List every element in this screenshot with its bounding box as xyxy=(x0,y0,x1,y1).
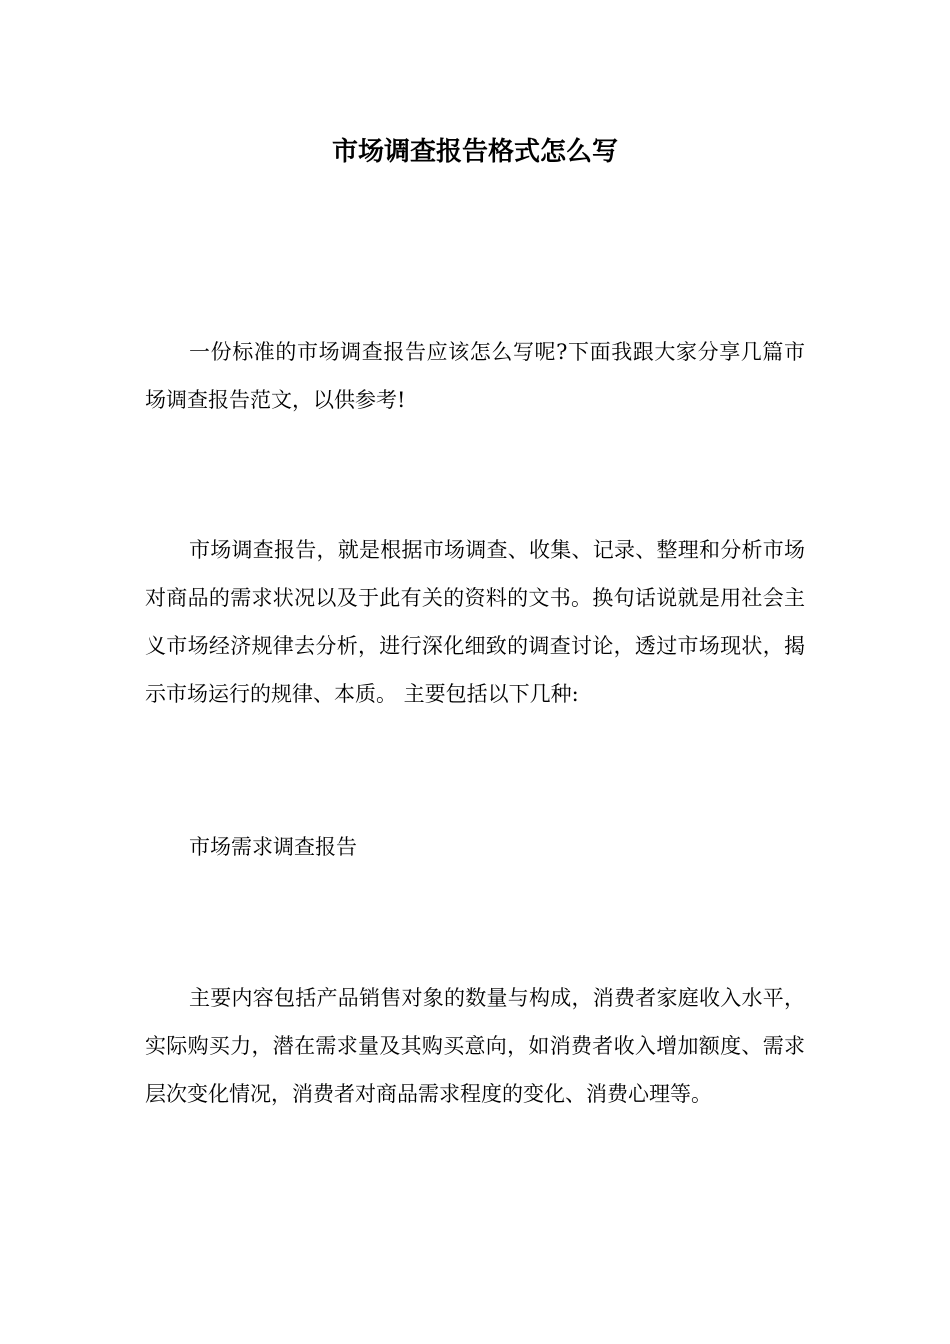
document-title: 市场调查报告格式怎么写 xyxy=(331,137,618,167)
section-heading: 市场需求调查报告 xyxy=(189,835,357,859)
intro-paragraph: 一份标准的市场调查报告应该怎么写呢?下面我跟大家分享几篇市场调查报告范文，以供参考! xyxy=(145,340,805,412)
content-paragraph: 主要内容包括产品销售对象的数量与构成，消费者家庭收入水平，实际购买力，潜在需求量及其购买意向，如消费者收入增加额度、需求层次变化情况，消费者对商品需求程度的变化、消费心理等。 xyxy=(145,986,805,1106)
definition-paragraph: 市场调查报告，就是根据市场调查、收集、记录、整理和分析市场对商品的需求状况以及于此有关的资料的文书。换句话说就是用社会主义市场经济规律去分析，进行深化细致的调查讨论，透过市场现状，揭示市场运行的规律、本质。 主要包括以下几种: xyxy=(145,538,805,706)
